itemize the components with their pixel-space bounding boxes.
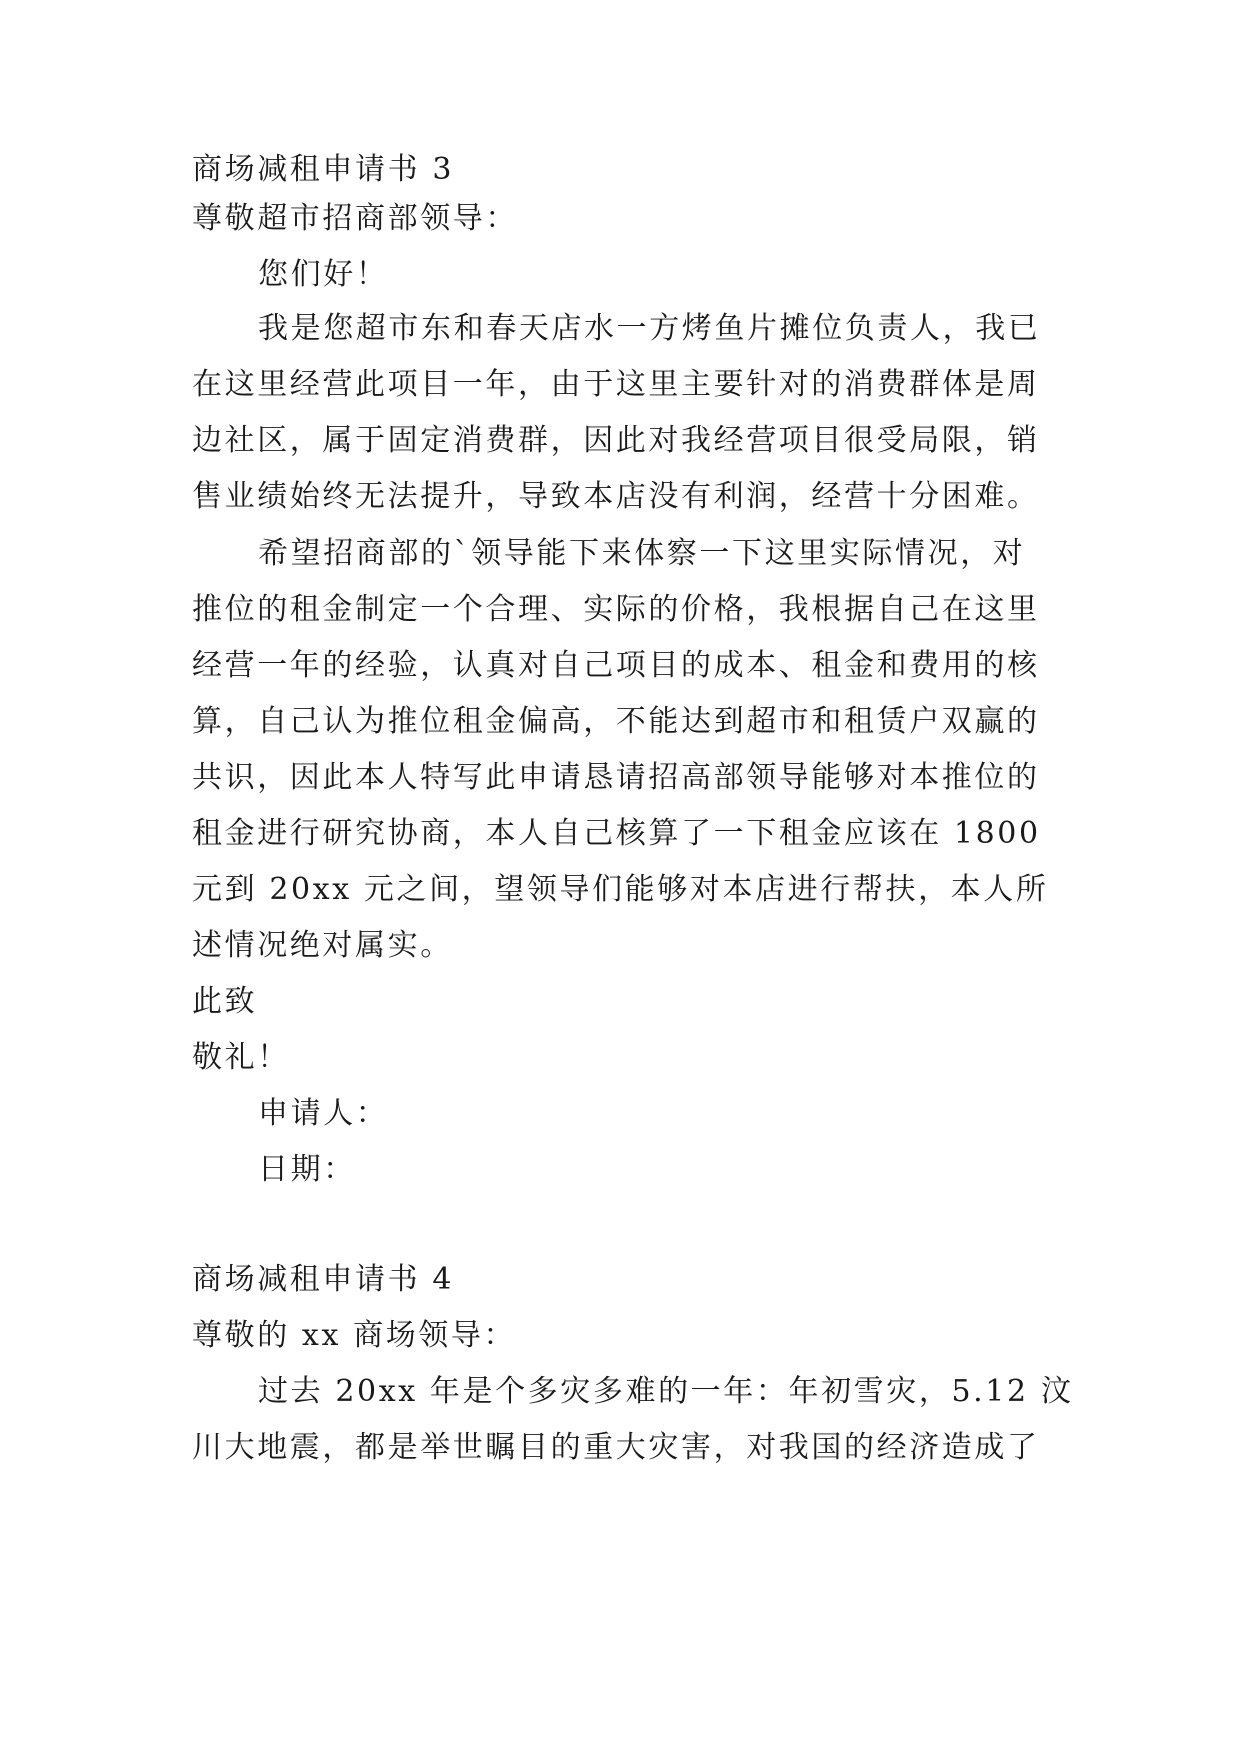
section3-para2-line: 述情况绝对属实。	[192, 928, 453, 963]
section3-para2-line: 租金进行研究协商，本人自己核算了一下租金应该在 1800	[192, 816, 1041, 851]
section3-para1-line: 售业绩始终无法提升，导致本店没有利润，经营十分困难。	[192, 479, 1040, 514]
section3-para2-line: 希望招商部的`领导能下来体察一下这里实际情况，对	[258, 536, 1026, 571]
section3-closing2: 敬礼！	[192, 1040, 290, 1075]
section3-para1-line: 我是您超市东和春天店水一方烤鱼片摊位负责人，我已	[258, 311, 1041, 346]
section3-para2-line: 推位的租金制定一个合理、实际的价格，我根据自己在这里	[192, 592, 1040, 627]
section3-date: 日期：	[258, 1152, 356, 1187]
section3-para2-line: 共识，因此本人特写此申请恳请招高部领导能够对本推位的	[192, 760, 1040, 795]
section3-para2-line: 算，自己认为推位租金偏高，不能达到超市和租赁户双赢的	[192, 704, 1040, 739]
section4-para1-line: 川大地震，都是举世瞩目的重大灾害，对我国的经济造成了	[192, 1430, 1040, 1465]
section3-para1-line: 在这里经营此项目一年，由于这里主要针对的消费群体是周	[192, 367, 1040, 402]
section3-para1-line: 边社区，属于固定消费群，因此对我经营项目很受局限，销	[192, 423, 1040, 458]
section3-closing1: 此致	[192, 984, 258, 1019]
section4-salutation: 尊敬的 xx 商场领导：	[192, 1318, 517, 1353]
section3-title: 商场减租申请书 3	[192, 152, 455, 187]
section3-greeting: 您们好！	[258, 257, 389, 292]
section4-para1-line: 过去 20xx 年是个多灾多难的一年：年初雪灾，5.12 汶	[258, 1374, 1074, 1409]
section3-para2-line: 经营一年的经验，认真对自己项目的成本、租金和费用的核	[192, 648, 1040, 683]
section3-para2-line: 元到 20xx 元之间，望领导们能够对本店进行帮扶，本人所	[192, 872, 1049, 907]
section4-title: 商场减租申请书 4	[192, 1262, 455, 1297]
section3-applicant: 申请人：	[258, 1096, 389, 1131]
section3-salutation: 尊敬超市招商部领导：	[192, 201, 518, 236]
